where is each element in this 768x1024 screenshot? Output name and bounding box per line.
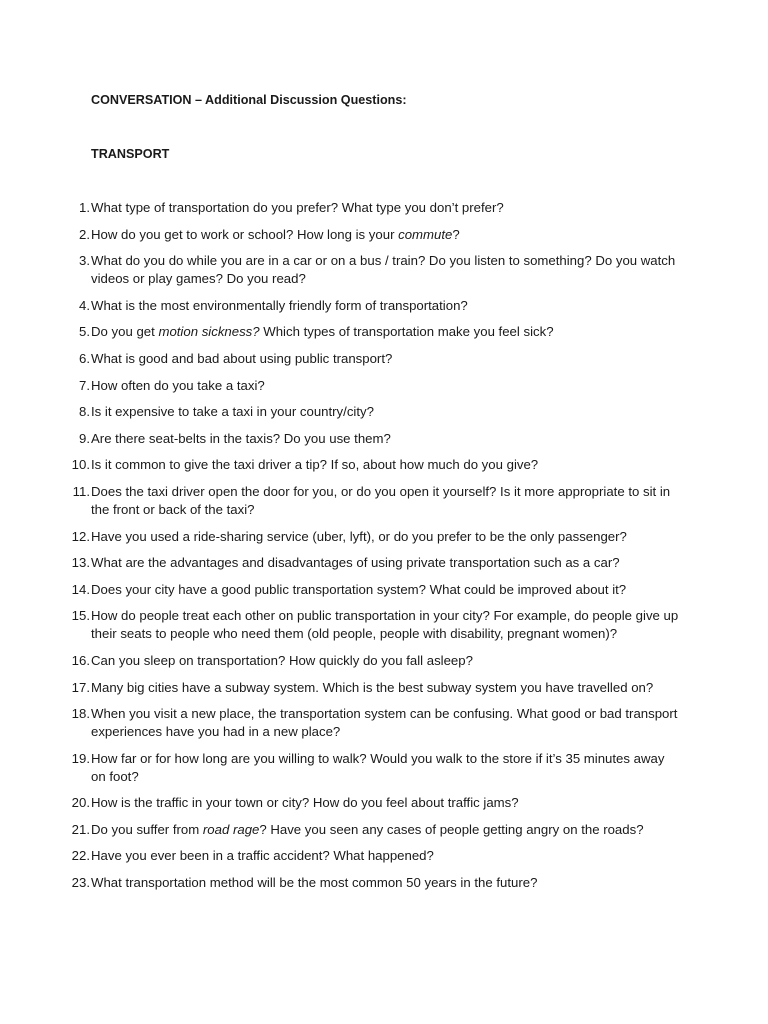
question-text: [91, 679, 682, 697]
question-item: [62, 456, 682, 474]
question-text: [91, 199, 682, 217]
question-number: 17.: [71, 679, 90, 695]
question-text: [91, 750, 682, 786]
question-item: [62, 750, 682, 786]
question-text: [91, 297, 682, 315]
question-item: [62, 705, 682, 741]
question-text: [91, 874, 682, 892]
question-item: [62, 581, 682, 599]
question-text: [91, 252, 682, 288]
question-item: [62, 252, 682, 288]
question-text-segment: How is the traffic in your town or city? How do you feel about traffic jams?: [91, 795, 519, 811]
question-text-segment: Have you ever been in a traffic accident? What happened?: [91, 848, 434, 864]
question-text-segment: When you visit a new place, the transportation system can be confusing. What good or bad transport experiences have you had in a new place?: [91, 706, 678, 740]
question-number: 4.: [79, 297, 90, 313]
question-text-segment: Have you used a ride-sharing service (uber, lyft), or do you prefer to be the only passenger?: [91, 528, 627, 544]
question-item: [62, 607, 682, 643]
question-number: 23.: [71, 875, 90, 891]
question-text: [91, 581, 682, 599]
question-text-segment: What type of transportation do you prefer? What type you don’t prefer?: [91, 200, 504, 215]
question-text: [91, 430, 682, 448]
question-text-emphasis: motion sickness?: [158, 324, 260, 340]
question-number: 22.: [71, 848, 90, 864]
question-text-segment: Is it common to give the taxi driver a tip? If so, about how much do you give?: [91, 457, 539, 473]
question-text-segment: Does your city have a good public transportation system? What could be improved about it?: [91, 581, 627, 597]
question-text-segment: Many big cities have a subway system. Which is the best subway system you have travelled on?: [91, 679, 654, 695]
question-text: [91, 403, 682, 421]
question-text-segment: ?: [452, 226, 460, 242]
question-number: 6.: [79, 350, 90, 366]
question-number: 11.: [72, 483, 90, 499]
question-text: [91, 456, 682, 474]
question-text-emphasis: commute: [398, 226, 453, 242]
question-text: [91, 705, 682, 741]
question-item: [62, 679, 682, 697]
question-text-segment: What is the most environmentally friendly form of transportation?: [91, 297, 468, 313]
question-number: 13.: [71, 555, 90, 571]
question-text-segment: What is good and bad about using public transport?: [91, 350, 393, 366]
question-text-emphasis: road rage: [202, 821, 260, 837]
question-item: [62, 403, 682, 421]
question-text: [91, 652, 682, 670]
question-text-segment: Can you sleep on transportation? How quickly do you fall asleep?: [91, 652, 473, 668]
question-number: 7.: [79, 377, 90, 393]
question-text: [91, 528, 682, 546]
question-item: [62, 323, 682, 341]
question-item: [62, 297, 682, 315]
question-text: [91, 483, 682, 519]
question-number: 10.: [71, 457, 90, 473]
question-text: [91, 226, 682, 244]
question-item: [62, 483, 682, 519]
question-text: [91, 323, 682, 341]
question-text-segment: How far or for how long are you willing to walk? Would you walk to the store if it’s 35 minutes away on foot?: [91, 750, 665, 784]
question-number: 1.: [79, 200, 90, 215]
question-number: 15.: [71, 608, 90, 624]
question-number: 20.: [71, 795, 90, 811]
question-text-segment: How often do you take a taxi?: [91, 377, 265, 393]
question-number: 8.: [79, 404, 90, 420]
question-text-segment: Do you get: [91, 324, 159, 340]
question-number: 21.: [71, 821, 90, 837]
question-item: [62, 528, 682, 546]
question-text-segment: Do you suffer from: [91, 821, 203, 837]
question-text-segment: What transportation method will be the most common 50 years in the future?: [91, 875, 538, 891]
question-item: [62, 430, 682, 448]
question-number: 19.: [71, 750, 90, 766]
question-text-segment: ? Have you seen any cases of people getting angry on the roads?: [259, 821, 644, 837]
question-text: [91, 377, 682, 395]
question-text: [91, 821, 682, 839]
document-title: CONVERSATION – Additional Discussion Questions:: [91, 93, 407, 107]
question-item: [62, 350, 682, 368]
question-item: [62, 377, 682, 395]
question-number: 16.: [71, 652, 90, 668]
question-text-segment: What are the advantages and disadvantages of using private transportation such as a car?: [91, 555, 620, 571]
question-item: [62, 847, 682, 865]
question-text-segment: Are there seat-belts in the taxis? Do you use them?: [91, 430, 391, 446]
question-item: [62, 821, 682, 839]
question-list: [62, 199, 682, 901]
question-number: 9.: [79, 430, 90, 446]
section-title: TRANSPORT: [91, 147, 170, 161]
question-item: [62, 874, 682, 892]
question-item: [62, 554, 682, 572]
question-number: 18.: [71, 706, 90, 722]
question-item: [62, 794, 682, 812]
question-text-segment: How do you get to work or school? How long is your: [91, 226, 399, 242]
question-text-segment: Is it expensive to take a taxi in your country/city?: [91, 404, 374, 420]
question-text: [91, 847, 682, 865]
question-text-segment: What do you do while you are in a car or on a bus / train? Do you listen to something? Do you watch videos or play games? Do you read?: [91, 253, 676, 287]
question-text-segment: Does the taxi driver open the door for you, or do you open it yourself? Is it more appropriate to sit in the front or back of the taxi?: [91, 483, 671, 517]
question-text: [91, 794, 682, 812]
question-text: [91, 350, 682, 368]
question-number: 12.: [71, 528, 90, 544]
question-number: 2.: [79, 226, 90, 242]
question-number: 5.: [79, 324, 90, 340]
question-text: [91, 607, 682, 643]
question-text-segment: Which types of transportation make you feel sick?: [259, 324, 554, 340]
question-item: [62, 199, 682, 217]
question-text-segment: How do people treat each other on public transportation in your city? For example, do people give up their seats to people who need them (old people, people with disability, pregnant women)?: [91, 608, 679, 642]
question-item: [62, 652, 682, 670]
question-text: [91, 554, 682, 572]
question-item: [62, 226, 682, 244]
question-number: 3.: [79, 253, 90, 269]
question-number: 14.: [71, 581, 90, 597]
